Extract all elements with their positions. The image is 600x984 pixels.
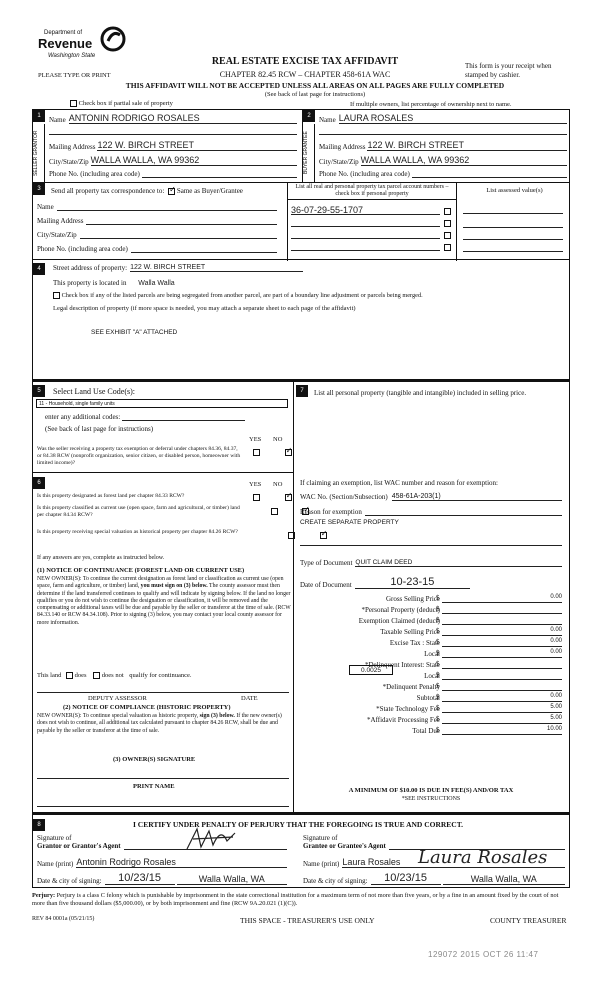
revision-code: REV 84 0001a (05/21/15)	[32, 916, 95, 922]
logo	[38, 26, 128, 66]
forest-land-question: Is this property designated as forest land per chapter 84.33 RCW?	[37, 493, 185, 499]
amount-row	[300, 702, 562, 713]
legal-description[interactable]: SEE EXHIBIT "A" ATTACHED	[91, 329, 178, 336]
buyer-city-field[interactable]: WALLA WALLA, WA 99362	[361, 155, 567, 166]
section-6: 6 YES NO Is this property designated as forest land per chapter 84.33 RCW? ✓ Is this property classified as current use (open space, farm and agricultural, or timber) land per chapter 84.34 RCW? ✓ Is this property receiving special valuation as historical property per chapter 84.26 RCW? ✓ If any answers are yes, complete as instructed below. (1) NOTICE OF CONTINUANCE (FOREST LAND OR CURRENT USE) NEW OWNER(S): To continue the current designation as forest land or classification as current use (open space, farm and agriculture, or timber) land, you must sign on (3) below. The county assessor must then determine if the land transferred continues to qualify and will indicate by signing below. If the land no longer qualifies or you do not wish to continue the designation or classification, it will be removed and the compensating or additional taxes will be due and payable by the seller or transferor at the time of sale. (RCW 84.33.140 or RCW 84.34.108). Prior to signing (3) below, you may contact your local county assessor for more information. This land does does not qualify for continuance. DEPUTY ASSESSOR DATE (2) NOTICE OF COMPLIANCE (HISTORIC PROPERTY) NEW OWNER(S): To continue special valuation as historic property, sign (3) below. If the new owner(s) does not wish to continue, all additional tax calculated pursuant to chapter 84.26 RCW, shall be due and payable by the seller or transferor at the time of sale. (3) OWNER(S) SIGNATURE PRINT NAME	[32, 473, 294, 813]
amount-row	[300, 680, 562, 691]
section-8-number: 8	[33, 819, 45, 831]
section-1-number: 1	[33, 110, 45, 122]
amount-row	[300, 724, 562, 735]
forest-yes-checkbox[interactable]	[253, 494, 260, 501]
owner-signature-line[interactable]	[37, 778, 289, 779]
grantor-name-field[interactable]: Antonin Rodrigo Rosales	[76, 857, 287, 868]
amount-value[interactable]: $ 0.00	[442, 649, 562, 658]
certify-statement: I CERTIFY UNDER PENALTY OF PERJURY THAT THE FOREGOING IS TRUE AND CORRECT.	[133, 820, 464, 829]
compliance-text: NEW OWNER(S): To continue special valuation as historic property, sign (3) below. If the new owner(s) does not wish to continue, all additional tax calculated pursuant to chapter 84.26 RCW, shall be due and payable by the seller or transferor at the time of sale.	[37, 713, 282, 734]
amount-row	[300, 669, 562, 680]
document-date-field[interactable]: 10-23-15	[355, 576, 470, 589]
amounts-list	[300, 592, 562, 735]
amount-label: Subtotal	[416, 694, 440, 702]
warning: THIS AFFIDAVIT WILL NOT BE ACCEPTED UNLESS ALL AREAS ON ALL PAGES ARE FULLY COMPLETED	[125, 81, 505, 90]
current-use-yes-checkbox[interactable]	[271, 508, 278, 515]
legal-description-label: Legal description of property (if more space is needed, you may attach a separate sheet to each page of the affidavit)	[53, 305, 356, 312]
section-4: 4 Street address of property: 122 W. BIRCH STREET This property is located in Walla Walla Check box if any of the listed parcels are being segregated from another parcel, are part of a boundary line adjustment or parcels being merged. Legal description of property (if more space is needed, you may attach a separate sheet to each page of the affidavit) SEE EXHIBIT "A" ATTACHED	[32, 260, 570, 380]
county-treasurer: COUNTY TREASURER	[490, 916, 567, 925]
amount-label: Exemption Claimed (deduct)	[358, 617, 440, 625]
seller-name-field[interactable]: ANTONIN RODRIGO ROSALES	[69, 113, 297, 124]
land-use-see-back: (See back of last page for instructions)	[45, 425, 154, 433]
grantee-name-field[interactable]: Laura Rosales	[342, 857, 565, 868]
assessed-header: List assessed value(s)	[486, 187, 543, 194]
amount-value[interactable]	[442, 616, 562, 625]
amount-row	[300, 614, 562, 625]
tax-city-field[interactable]	[80, 231, 277, 239]
amount-value[interactable]	[442, 605, 562, 614]
amount-value[interactable]: $ 5.00	[442, 715, 562, 724]
segregated-checkbox[interactable]	[53, 292, 60, 299]
continuance-title: (1) NOTICE OF CONTINUANCE (FOREST LAND OR CURRENT USE)	[37, 567, 245, 574]
section-3-number: 3	[33, 183, 45, 195]
amount-label: Gross Selling Price	[385, 595, 440, 603]
section-5-number: 5	[33, 385, 45, 397]
section-3: 3 Send all property tax correspondence to: ✓ Same as Buyer/Grantee Name Mailing Address City/State/Zip Phone No. (including area code) List all real and personal property tax parcel account numbers – check box if personal property List assessed value(s) 36-07-29-55-1707	[32, 182, 570, 260]
forest-no-checkbox[interactable]	[285, 494, 292, 501]
print-name-line[interactable]	[37, 806, 289, 807]
continuance-options: This land does does not qualify for continuance.	[37, 672, 192, 679]
section-7-number: 7	[296, 385, 308, 397]
amount-row	[300, 592, 562, 603]
minimum-due-note: A MINIMUM OF $10.00 IS DUE IN FEE(S) AND/OR TAX	[348, 787, 514, 794]
parcel-4-checkbox[interactable]	[444, 244, 451, 251]
amount-label: Excise Tax : State	[389, 639, 440, 647]
amount-row	[300, 691, 562, 702]
parcel-2-checkbox[interactable]	[444, 220, 451, 227]
document-type-field[interactable]: QUIT CLAIM DEED	[355, 559, 562, 567]
seller-grantor-label: SELLER GRANTOR	[33, 130, 39, 176]
grantor-city-field[interactable]: Walla Walla, WA	[177, 874, 287, 885]
print-name-label: PRINT NAME	[133, 783, 175, 790]
amount-label: Local	[424, 672, 440, 680]
parcel-3-checkbox[interactable]	[444, 232, 451, 239]
treasurer-space: THIS SPACE - TREASURER'S USE ONLY	[240, 916, 375, 925]
cashier-stamp: 129072 2015 OCT 26 11:47	[428, 950, 539, 959]
parcel-1-checkbox[interactable]	[444, 208, 451, 215]
amount-row	[300, 636, 562, 647]
does-checkbox[interactable]	[66, 672, 73, 679]
buyer-phone-field[interactable]	[412, 170, 567, 178]
wac-number-field[interactable]: 458-61A-203(1)	[392, 493, 562, 501]
logo-dept: Department of	[44, 30, 83, 36]
amount-row	[300, 658, 562, 669]
buyer-mailing-field[interactable]: 122 W. BIRCH STREET	[367, 140, 567, 151]
parcel-header: List all real and personal property tax parcel account numbers – check box if personal property	[288, 183, 456, 200]
parcel-number-2[interactable]	[291, 219, 440, 227]
amount-row	[300, 647, 562, 658]
logo-state: Washington State	[48, 53, 96, 59]
amount-value[interactable]: $ 0.00	[442, 638, 562, 647]
section-2-number: 2	[303, 110, 315, 122]
additional-codes-field[interactable]	[122, 413, 245, 421]
land-use-select[interactable]: 11 - Household, single family units	[36, 399, 288, 408]
grantor-date-field[interactable]: 10/23/15	[105, 872, 175, 885]
amount-row	[300, 603, 562, 614]
amount-row	[300, 713, 562, 724]
personal-property-label: List all personal property (tangible and intangible) included in selling price.	[314, 389, 527, 397]
land-use-label: Select Land Use Code(s):	[53, 387, 135, 396]
chapter: CHAPTER 82.45 RCW – CHAPTER 458-61A WAC	[219, 70, 391, 79]
exemption-no-checkbox[interactable]	[285, 449, 292, 456]
amount-value[interactable]: $ 5.00	[442, 704, 562, 713]
partial-sale-checkbox[interactable]	[70, 100, 77, 107]
amount-value[interactable]	[442, 660, 562, 669]
property-located-field[interactable]: Walla Walla	[138, 280, 175, 287]
seller-mailing-field[interactable]: 122 W. BIRCH STREET	[97, 140, 297, 151]
amount-label: *Delinquent Penalty	[382, 683, 440, 691]
does-not-checkbox[interactable]	[93, 672, 100, 679]
assessed-value-3[interactable]	[463, 239, 563, 240]
parcel-number-4[interactable]	[291, 243, 440, 251]
historical-question: Is this property receiving special valuation as historical property per chapter 84.26 RCW?	[37, 529, 238, 535]
amount-value[interactable]	[442, 671, 562, 680]
form-title: REAL ESTATE EXCISE TAX AFFIDAVIT	[211, 56, 399, 67]
assessed-value-2[interactable]	[463, 227, 563, 228]
section-5: 5 Select Land Use Code(s): 11 - Household, single family units enter any additional codes: (See back of last page for instructions) YES NO Was the seller receiving a property tax exemption or deferral under chapters 84.36, 84.37, or 84.38 RCW (nonprofit organization, senior citizen, or disabled person, homeowner with limited income)? ✓	[32, 380, 294, 473]
amount-label: Local	[424, 650, 440, 658]
current-use-question: Is this property classified as current use (open space, farm and agricultural, or timber) land per chapter 84.34 RCW?	[37, 505, 240, 518]
tax-name-field[interactable]	[57, 203, 277, 211]
amount-value[interactable]: $ 0.00	[442, 693, 562, 702]
amount-value[interactable]: $ 0.00	[442, 594, 562, 603]
receipt-note: This form is your receipt when stamped by cashier.	[465, 62, 552, 79]
compliance-title: (2) NOTICE OF COMPLIANCE (HISTORIC PROPERTY)	[63, 704, 231, 711]
same-as-buyer-checkbox[interactable]	[168, 188, 175, 195]
section-8: 8 I CERTIFY UNDER PENALTY OF PERJURY THAT THE FOREGOING IS TRUE AND CORRECT. Signature of Grantor or Grantor's Agent Name (print) Antonin Rodrigo Rosales Date & city of signing: 10/23/15 Walla Walla, WA Signature of Grantee or Grantee's Agent Name (print) Laura Rosales Laura Rosales Date & city of signing: 10/23/15 Walla Walla, WA	[32, 813, 570, 888]
amount-row	[300, 625, 562, 636]
amount-label: *Personal Property (deduct)	[361, 606, 440, 614]
exemption-claim-label: If claiming an exemption, list WAC number and reason for exemption:	[300, 479, 498, 487]
exemption-yes-checkbox[interactable]	[253, 449, 260, 456]
section-7: 7 List all personal property (tangible and intangible) included in selling price. If claiming an exemption, list WAC number and reason for exemption: WAC No. (Section/Subsection) 458-61A-203(1) Reason for exemption CREATE SEPARATE PROPERTY Type of Document QUIT CLAIM DEED Date of Document 10-23-15 Gross Selling Price $ 0.00 *Personal Property (deduct) $ Exemption Claimed (deduct) $ Taxable Selling Price $ 0.00 Excise Tax : State $ 0.00 Local $ 0.00 *Delinquent Interest: State $ Local $ *Delinquent Penalty $ Subtotal $ 0.00 *State Technology Fee $ 5.00 *Affidavit Processing Fee $ 5.00 Total Due $ 10.00 0.0025 A MINIMUM OF $10.00 IS DUE IN FEE(S) AND/OR TAX *SEE INSTRUCTIONS	[294, 380, 570, 813]
grantor-signature-scribble	[183, 825, 243, 855]
exemption-question: Was the seller receiving a property tax exemption or deferral under chapters 84.36, 84.37, or 84.38 RCW (nonprofit organization, senior citizen, or disabled person, homeowner with limited income)?	[37, 446, 241, 466]
perjury-notice: Perjury: Perjury is a class C felony which is punishable by imprisonment in the state correctional institution for a maximum term of not more than five years, or by a fine in an amount fixed by the court of not more than five thousand dollars ($5,000.00), or by both imprisonment and fine (RCW 9A.20.021 (1)(C)).	[32, 892, 559, 907]
instructions-note: (See back of last page for instructions)	[264, 91, 366, 98]
amount-label: *State Technology Fee	[376, 705, 440, 713]
buyer-grantee-label: BUYER GRANTEE	[303, 131, 309, 175]
grantee-city-field[interactable]: Walla Walla, WA	[443, 874, 565, 885]
seller-city-field[interactable]: WALLA WALLA, WA 99362	[91, 155, 297, 166]
assessed-value-4[interactable]	[463, 251, 563, 252]
section-seller-buyer: 1 SELLER GRANTOR 2 BUYER GRANTEE Name ANTONIN RODRIGO ROSALES Mailing Address 122 W. BIRCH STREET City/State/Zip WALLA WALLA, WA 99362 Phone No. (including area code) Name LAURA ROSALES Mailing Address 122 W. BIRCH STREET City/State/Zip WALLA WALLA, WA 99362 Phone No. (including area code)	[32, 109, 570, 182]
deputy-assessor-line[interactable]	[37, 692, 289, 693]
amount-value[interactable]: $ 10.00	[442, 726, 562, 735]
amount-label: *Affidavit Processing Fee	[367, 716, 440, 724]
amount-value[interactable]	[442, 682, 562, 691]
section-6-number: 6	[33, 477, 45, 489]
tax-mailing-field[interactable]	[86, 217, 277, 225]
print-note: PLEASE TYPE OR PRINT	[38, 72, 111, 79]
if-yes-note: If any answers are yes, complete as instructed below.	[37, 555, 165, 561]
amount-label: *Delinquent Interest: State	[364, 661, 440, 669]
parcel-number-1[interactable]: 36-07-29-55-1707	[291, 205, 440, 215]
see-instructions-note: *SEE INSTRUCTIONS	[401, 796, 461, 802]
owner-signature-label: (3) OWNER(S) SIGNATURE	[113, 756, 196, 763]
section-4-number: 4	[33, 263, 45, 275]
grantee-signature: Laura Rosales	[418, 847, 548, 868]
multiple-owners: If multiple owners, list percentage of ownership next to name.	[350, 101, 512, 108]
amount-label: Total Due	[412, 727, 440, 735]
parcel-number-3[interactable]	[291, 231, 440, 239]
grantee-date-field[interactable]: 10/23/15	[371, 872, 441, 885]
amount-label: Taxable Selling Price	[380, 628, 440, 636]
tax-phone-field[interactable]	[131, 245, 277, 253]
continuance-text: NEW OWNER(S): To continue the current designation as forest land or classification as current use (open space, farm and agriculture, or timber) land, you must sign on (3) below. The county assessor must then determine if the land transferred continues to qualify and will indicate by signing below. If the land no longer qualifies or you do not wish to continue the designation or classification, it will be removed and the compensating or additional taxes will be due and payable by the seller or transferor at the time of sale. (RCW 84.33.140 or RCW 84.34.108). Prior to signing (3) below, you may contact your local county assessor for more information.	[37, 576, 291, 626]
amount-value[interactable]: $ 0.00	[442, 627, 562, 636]
buyer-name-field[interactable]: LAURA ROSALES	[339, 113, 567, 124]
local-rate-field[interactable]: 0.0025	[349, 665, 393, 675]
logo-mark-icon	[100, 26, 126, 52]
logo-revenue: Revenue	[38, 36, 93, 51]
exemption-reason-field[interactable]: CREATE SEPARATE PROPERTY	[300, 519, 399, 526]
assessed-value-1[interactable]	[463, 213, 563, 214]
property-street-field[interactable]: 122 W. BIRCH STREET	[130, 264, 303, 272]
seller-phone-field[interactable]	[142, 170, 297, 178]
partial-sale: Check box if partial sale of property	[70, 100, 173, 107]
